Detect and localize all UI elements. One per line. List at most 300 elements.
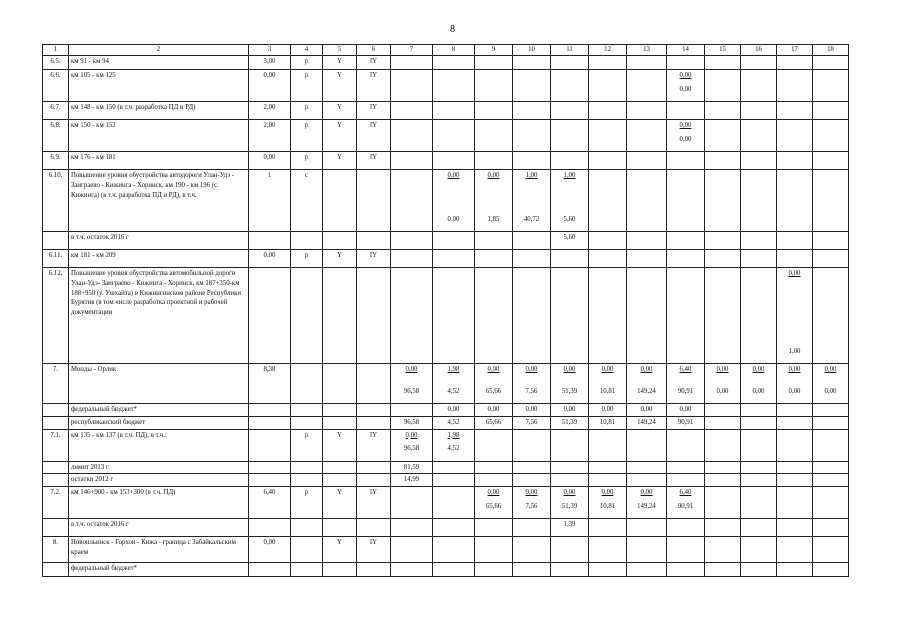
category-cell: Y — [323, 151, 357, 169]
type-cell — [291, 519, 323, 537]
value-cell-col-10 — [513, 151, 551, 169]
cell-value: 1,98 — [447, 431, 460, 439]
row-number: 6.8. — [43, 119, 69, 151]
value-cell-col-7 — [391, 537, 433, 563]
value-cell-col-17 — [777, 267, 813, 363]
column-header-5: 5 — [323, 45, 357, 56]
category-cell — [323, 474, 357, 487]
row-number — [43, 231, 69, 249]
row-name: Монды - Орлик — [69, 363, 249, 403]
type-cell: р — [291, 69, 323, 101]
value-cell-col-13 — [627, 101, 667, 119]
column-header-3: 3 — [249, 45, 291, 56]
type-cell: р — [291, 101, 323, 119]
type-cell: с — [291, 169, 323, 231]
row-number: 7.2. — [43, 487, 69, 519]
value-cell-col-11 — [551, 474, 589, 487]
value-cell-col-11 — [551, 249, 589, 267]
value-cell-col-9 — [475, 101, 513, 119]
value-cell-col-16 — [741, 416, 777, 429]
value-cell-col-11 — [551, 363, 589, 403]
cell-value: 65,66 — [485, 503, 502, 511]
row-name: Повышение уровня обустройства автомобильной дороги Улан-Удэ- Заиграево - Кижинга - Хоринск, км 187+350-км 188+950 (у. Ушхайта) в Кижингинском районе Республики Бурятия (в том числе разработка проектной и рабочей документации — [69, 267, 249, 363]
column-header-6: 6 — [357, 45, 391, 56]
value-cell-col-14 — [667, 403, 705, 416]
length-cell — [249, 416, 291, 429]
category-cell: Y — [323, 429, 357, 461]
length-cell — [249, 563, 291, 577]
value-cell-col-14 — [667, 461, 705, 474]
row-name: км 146+900 - км 153+300 (в т.ч. ПД) — [69, 487, 249, 519]
cell-value: 81,59 — [403, 463, 420, 471]
value-cell-col-13 — [627, 151, 667, 169]
row-number: 6.12. — [43, 267, 69, 363]
type-cell: р — [291, 429, 323, 461]
row-name: км 91 - км 94 — [69, 55, 249, 69]
table-row — [43, 403, 849, 416]
row-number: 6.6. — [43, 69, 69, 101]
value-cell-col-15 — [705, 101, 741, 119]
value-cell-col-8 — [433, 249, 475, 267]
class-cell — [357, 169, 391, 231]
table-row — [43, 267, 849, 363]
value-cell-col-9 — [475, 563, 513, 577]
value-cell-col-8 — [433, 429, 475, 461]
value-cell-col-15 — [705, 119, 741, 151]
value-cell-col-17 — [777, 119, 813, 151]
value-cell-col-13 — [627, 363, 667, 403]
class-cell — [357, 267, 391, 363]
value-cell-col-11 — [551, 487, 589, 519]
cell-value: 0,00 — [640, 489, 653, 497]
value-cell-col-10 — [513, 429, 551, 461]
value-cell-col-14 — [667, 519, 705, 537]
value-cell-col-17 — [777, 403, 813, 416]
cell-value: 0,00 — [640, 405, 653, 413]
class-cell: IY — [357, 487, 391, 519]
class-cell: IY — [357, 429, 391, 461]
value-cell-col-18 — [813, 461, 849, 474]
value-cell-col-13 — [627, 119, 667, 151]
value-cell-col-13 — [627, 487, 667, 519]
value-cell-col-17 — [777, 151, 813, 169]
value-cell-col-15 — [705, 249, 741, 267]
value-cell-col-10 — [513, 403, 551, 416]
class-cell — [357, 563, 391, 577]
value-cell-col-7 — [391, 151, 433, 169]
value-cell-col-7 — [391, 101, 433, 119]
value-cell-col-17 — [777, 487, 813, 519]
value-cell-col-10 — [513, 119, 551, 151]
value-cell-col-17 — [777, 563, 813, 577]
cell-value: 0,00 — [563, 405, 576, 413]
value-cell-col-16 — [741, 537, 777, 563]
value-cell-col-7 — [391, 403, 433, 416]
value-cell-col-18 — [813, 169, 849, 231]
class-cell: IY — [357, 151, 391, 169]
value-cell-col-14 — [667, 101, 705, 119]
table-row — [43, 55, 849, 69]
table-row — [43, 537, 849, 563]
value-cell-col-17 — [777, 537, 813, 563]
value-cell-col-8 — [433, 101, 475, 119]
row-number: 7. — [43, 363, 69, 403]
cell-value: 149,24 — [637, 387, 656, 395]
value-cell-col-15 — [705, 151, 741, 169]
row-name: лимит 2013 г — [69, 461, 249, 474]
cell-value: 0,00 — [679, 85, 692, 93]
row-number: 7.1. — [43, 429, 69, 461]
column-header-8: 8 — [433, 45, 475, 56]
value-cell-col-12 — [589, 487, 627, 519]
category-cell — [323, 563, 357, 577]
value-cell-col-14 — [667, 69, 705, 101]
type-cell: р — [291, 249, 323, 267]
value-cell-col-10 — [513, 363, 551, 403]
value-cell-col-16 — [741, 563, 777, 577]
value-cell-col-11 — [551, 169, 589, 231]
table-row — [43, 249, 849, 267]
type-cell — [291, 363, 323, 403]
column-header-14: 14 — [667, 45, 705, 56]
row-name: в т.ч. остаток 2016 г — [69, 519, 249, 537]
value-cell-col-8 — [433, 461, 475, 474]
value-cell-col-16 — [741, 267, 777, 363]
value-cell-col-8 — [433, 563, 475, 577]
value-cell-col-10 — [513, 487, 551, 519]
value-cell-col-8 — [433, 416, 475, 429]
value-cell-col-11 — [551, 429, 589, 461]
cell-value: 0,00 — [405, 365, 418, 373]
cell-value: 0,00 — [788, 365, 801, 373]
table-row — [43, 416, 849, 429]
value-cell-col-15 — [705, 519, 741, 537]
cell-value: 0,00 — [563, 365, 576, 373]
value-cell-col-12 — [589, 474, 627, 487]
cell-value: 7,56 — [525, 387, 538, 395]
category-cell: Y — [323, 487, 357, 519]
cell-value: 0,00 — [447, 171, 460, 179]
header-row — [43, 45, 849, 56]
value-cell-col-9 — [475, 151, 513, 169]
value-cell-col-16 — [741, 487, 777, 519]
column-header-17: 17 — [777, 45, 813, 56]
value-cell-col-14 — [667, 231, 705, 249]
cell-value: 0,00 — [601, 365, 614, 373]
row-number: 8. — [43, 537, 69, 563]
value-cell-col-11 — [551, 55, 589, 69]
length-cell: 1 — [249, 169, 291, 231]
class-cell: IY — [357, 101, 391, 119]
length-cell: 0,00 — [249, 151, 291, 169]
value-cell-col-16 — [741, 461, 777, 474]
value-cell-col-15 — [705, 403, 741, 416]
value-cell-col-15 — [705, 429, 741, 461]
table-row — [43, 69, 849, 101]
row-name: федеральный бюджет* — [69, 403, 249, 416]
cell-value: 51,39 — [561, 503, 578, 511]
category-cell — [323, 169, 357, 231]
value-cell-col-10 — [513, 55, 551, 69]
value-cell-col-15 — [705, 169, 741, 231]
table-row — [43, 519, 849, 537]
row-name: км 150 - км 152 — [69, 119, 249, 151]
value-cell-col-13 — [627, 563, 667, 577]
table-row — [43, 474, 849, 487]
length-cell — [249, 429, 291, 461]
value-cell-col-16 — [741, 429, 777, 461]
row-number — [43, 461, 69, 474]
cell-value: 0,00 — [679, 405, 692, 413]
cell-value: 0,00 — [487, 365, 500, 373]
cell-value: 1,00 — [788, 347, 801, 355]
value-cell-col-15 — [705, 231, 741, 249]
column-header-9: 9 — [475, 45, 513, 56]
row-number — [43, 474, 69, 487]
value-cell-col-15 — [705, 267, 741, 363]
table-row — [43, 563, 849, 577]
value-cell-col-8 — [433, 487, 475, 519]
table-row — [43, 461, 849, 474]
cell-value: 149,24 — [637, 418, 656, 426]
value-cell-col-18 — [813, 537, 849, 563]
category-cell — [323, 363, 357, 403]
cell-value: 0.00 — [447, 215, 460, 223]
value-cell-col-18 — [813, 69, 849, 101]
type-cell — [291, 267, 323, 363]
cell-value: 149,24 — [637, 503, 656, 511]
value-cell-col-18 — [813, 151, 849, 169]
value-cell-col-9 — [475, 231, 513, 249]
category-cell — [323, 403, 357, 416]
cell-value: 0,00 — [716, 365, 729, 373]
value-cell-col-8 — [433, 267, 475, 363]
value-cell-col-12 — [589, 69, 627, 101]
value-cell-col-13 — [627, 267, 667, 363]
value-cell-col-14 — [667, 249, 705, 267]
value-cell-col-13 — [627, 249, 667, 267]
type-cell — [291, 231, 323, 249]
value-cell-col-11 — [551, 119, 589, 151]
value-cell-col-18 — [813, 267, 849, 363]
column-header-11: 11 — [551, 45, 589, 56]
value-cell-col-12 — [589, 231, 627, 249]
value-cell-col-9 — [475, 55, 513, 69]
column-header-4: 4 — [291, 45, 323, 56]
cell-value: 0,00 — [824, 365, 837, 373]
value-cell-col-8 — [433, 169, 475, 231]
value-cell-col-13 — [627, 55, 667, 69]
value-cell-col-7 — [391, 563, 433, 577]
value-cell-col-9 — [475, 537, 513, 563]
row-name: Повышение уровня обустройства автодороги Улан-Удэ - Заиграево - Кижинга - Хоринск, км 190 - км 196 (с. Кижинга) (в т.ч. разработка ПД и РД), в т.ч. — [69, 169, 249, 231]
value-cell-col-17 — [777, 101, 813, 119]
value-cell-col-14 — [667, 563, 705, 577]
value-cell-col-9 — [475, 519, 513, 537]
length-cell: 2,00 — [249, 101, 291, 119]
cell-value: 0,00 — [487, 405, 500, 413]
cell-value: 0,00 — [752, 365, 765, 373]
column-header-2: 2 — [69, 45, 249, 56]
value-cell-col-9 — [475, 267, 513, 363]
cell-value: 1,39 — [563, 521, 576, 529]
column-header-10: 10 — [513, 45, 551, 56]
length-cell: 3,00 — [249, 55, 291, 69]
value-cell-col-12 — [589, 461, 627, 474]
category-cell: Y — [323, 69, 357, 101]
type-cell: р — [291, 55, 323, 69]
value-cell-col-7 — [391, 249, 433, 267]
value-cell-col-11 — [551, 231, 589, 249]
value-cell-col-14 — [667, 119, 705, 151]
cell-value: 0,00 — [563, 489, 576, 497]
cell-value: 0,00 — [679, 135, 692, 143]
type-cell: р — [291, 119, 323, 151]
cell-value: 10,81 — [599, 503, 616, 511]
value-cell-col-17 — [777, 249, 813, 267]
cell-value: 6,40 — [679, 489, 692, 497]
category-cell — [323, 267, 357, 363]
category-cell: Y — [323, 537, 357, 563]
value-cell-col-13 — [627, 519, 667, 537]
row-name: км 105 - км 125 — [69, 69, 249, 101]
row-number: 6.5. — [43, 55, 69, 69]
data-table — [42, 44, 849, 577]
value-cell-col-17 — [777, 169, 813, 231]
row-number — [43, 519, 69, 537]
column-header-15: 15 — [705, 45, 741, 56]
cell-value: 96,58 — [403, 387, 420, 395]
value-cell-col-10 — [513, 249, 551, 267]
value-cell-col-7 — [391, 169, 433, 231]
type-cell: р — [291, 151, 323, 169]
cell-value: 0,00 — [752, 387, 765, 395]
column-header-12: 12 — [589, 45, 627, 56]
value-cell-col-15 — [705, 474, 741, 487]
length-cell — [249, 231, 291, 249]
column-header-18: 18 — [813, 45, 849, 56]
class-cell: IY — [357, 537, 391, 563]
cell-value: 96,58 — [403, 418, 420, 426]
value-cell-col-10 — [513, 537, 551, 563]
value-cell-col-17 — [777, 416, 813, 429]
cell-value: 0,00 — [405, 431, 418, 439]
row-name: федеральный бюджет* — [69, 563, 249, 577]
value-cell-col-8 — [433, 474, 475, 487]
value-cell-col-9 — [475, 69, 513, 101]
class-cell — [357, 474, 391, 487]
value-cell-col-12 — [589, 429, 627, 461]
value-cell-col-14 — [667, 416, 705, 429]
cell-value: 10,81 — [599, 387, 616, 395]
type-cell — [291, 461, 323, 474]
category-cell — [323, 231, 357, 249]
value-cell-col-12 — [589, 119, 627, 151]
cell-value: 4,52 — [447, 445, 460, 453]
cell-value: 65,66 — [485, 387, 502, 395]
value-cell-col-9 — [475, 474, 513, 487]
value-cell-col-8 — [433, 151, 475, 169]
value-cell-col-16 — [741, 403, 777, 416]
length-cell: 6,40 — [249, 487, 291, 519]
row-number: 6.7. — [43, 101, 69, 119]
class-cell: IY — [357, 55, 391, 69]
value-cell-col-14 — [667, 474, 705, 487]
value-cell-col-16 — [741, 363, 777, 403]
cell-value: 0,00 — [679, 71, 692, 79]
cell-value: 90,91 — [677, 418, 694, 426]
category-cell — [323, 519, 357, 537]
cell-value: 0,00 — [447, 405, 460, 413]
value-cell-col-9 — [475, 461, 513, 474]
value-cell-col-17 — [777, 519, 813, 537]
table-row — [43, 101, 849, 119]
type-cell — [291, 537, 323, 563]
value-cell-col-8 — [433, 55, 475, 69]
value-cell-col-15 — [705, 537, 741, 563]
cell-value: 0,00 — [525, 405, 538, 413]
cell-value: 1,98 — [447, 365, 460, 373]
value-cell-col-17 — [777, 461, 813, 474]
cell-value: 4,52 — [447, 418, 460, 426]
cell-value: 40,72 — [523, 215, 540, 223]
table-row — [43, 119, 849, 151]
length-cell: 0,00 — [249, 69, 291, 101]
value-cell-col-7 — [391, 363, 433, 403]
table-row — [43, 363, 849, 403]
row-name: км 148 - км 150 (в т.ч. разработка ПД и РД) — [69, 101, 249, 119]
value-cell-col-16 — [741, 519, 777, 537]
value-cell-col-11 — [551, 101, 589, 119]
type-cell — [291, 563, 323, 577]
cell-value: 14,99 — [403, 476, 420, 484]
value-cell-col-16 — [741, 151, 777, 169]
class-cell: IY — [357, 249, 391, 267]
value-cell-col-17 — [777, 363, 813, 403]
cell-value: 7,56 — [525, 418, 538, 426]
value-cell-col-7 — [391, 231, 433, 249]
type-cell: р — [291, 487, 323, 519]
cell-value: 7,56 — [525, 503, 538, 511]
length-cell: 2,00 — [249, 119, 291, 151]
category-cell — [323, 461, 357, 474]
value-cell-col-10 — [513, 563, 551, 577]
value-cell-col-18 — [813, 249, 849, 267]
value-cell-col-7 — [391, 416, 433, 429]
value-cell-col-9 — [475, 169, 513, 231]
value-cell-col-13 — [627, 429, 667, 461]
row-name: км 135 - км 137 (в т.ч. ПД), в т.ч.: — [69, 429, 249, 461]
cell-value: 0,00 — [824, 387, 837, 395]
value-cell-col-13 — [627, 231, 667, 249]
value-cell-col-15 — [705, 563, 741, 577]
value-cell-col-10 — [513, 101, 551, 119]
value-cell-col-7 — [391, 69, 433, 101]
table-row — [43, 169, 849, 231]
value-cell-col-15 — [705, 363, 741, 403]
value-cell-col-17 — [777, 429, 813, 461]
value-cell-col-18 — [813, 403, 849, 416]
value-cell-col-16 — [741, 119, 777, 151]
cell-value: 51,39 — [561, 418, 578, 426]
value-cell-col-18 — [813, 363, 849, 403]
class-cell: IY — [357, 69, 391, 101]
value-cell-col-12 — [589, 537, 627, 563]
cell-value: 0,00 — [525, 365, 538, 373]
value-cell-col-16 — [741, 169, 777, 231]
length-cell: 0,00 — [249, 249, 291, 267]
value-cell-col-7 — [391, 487, 433, 519]
